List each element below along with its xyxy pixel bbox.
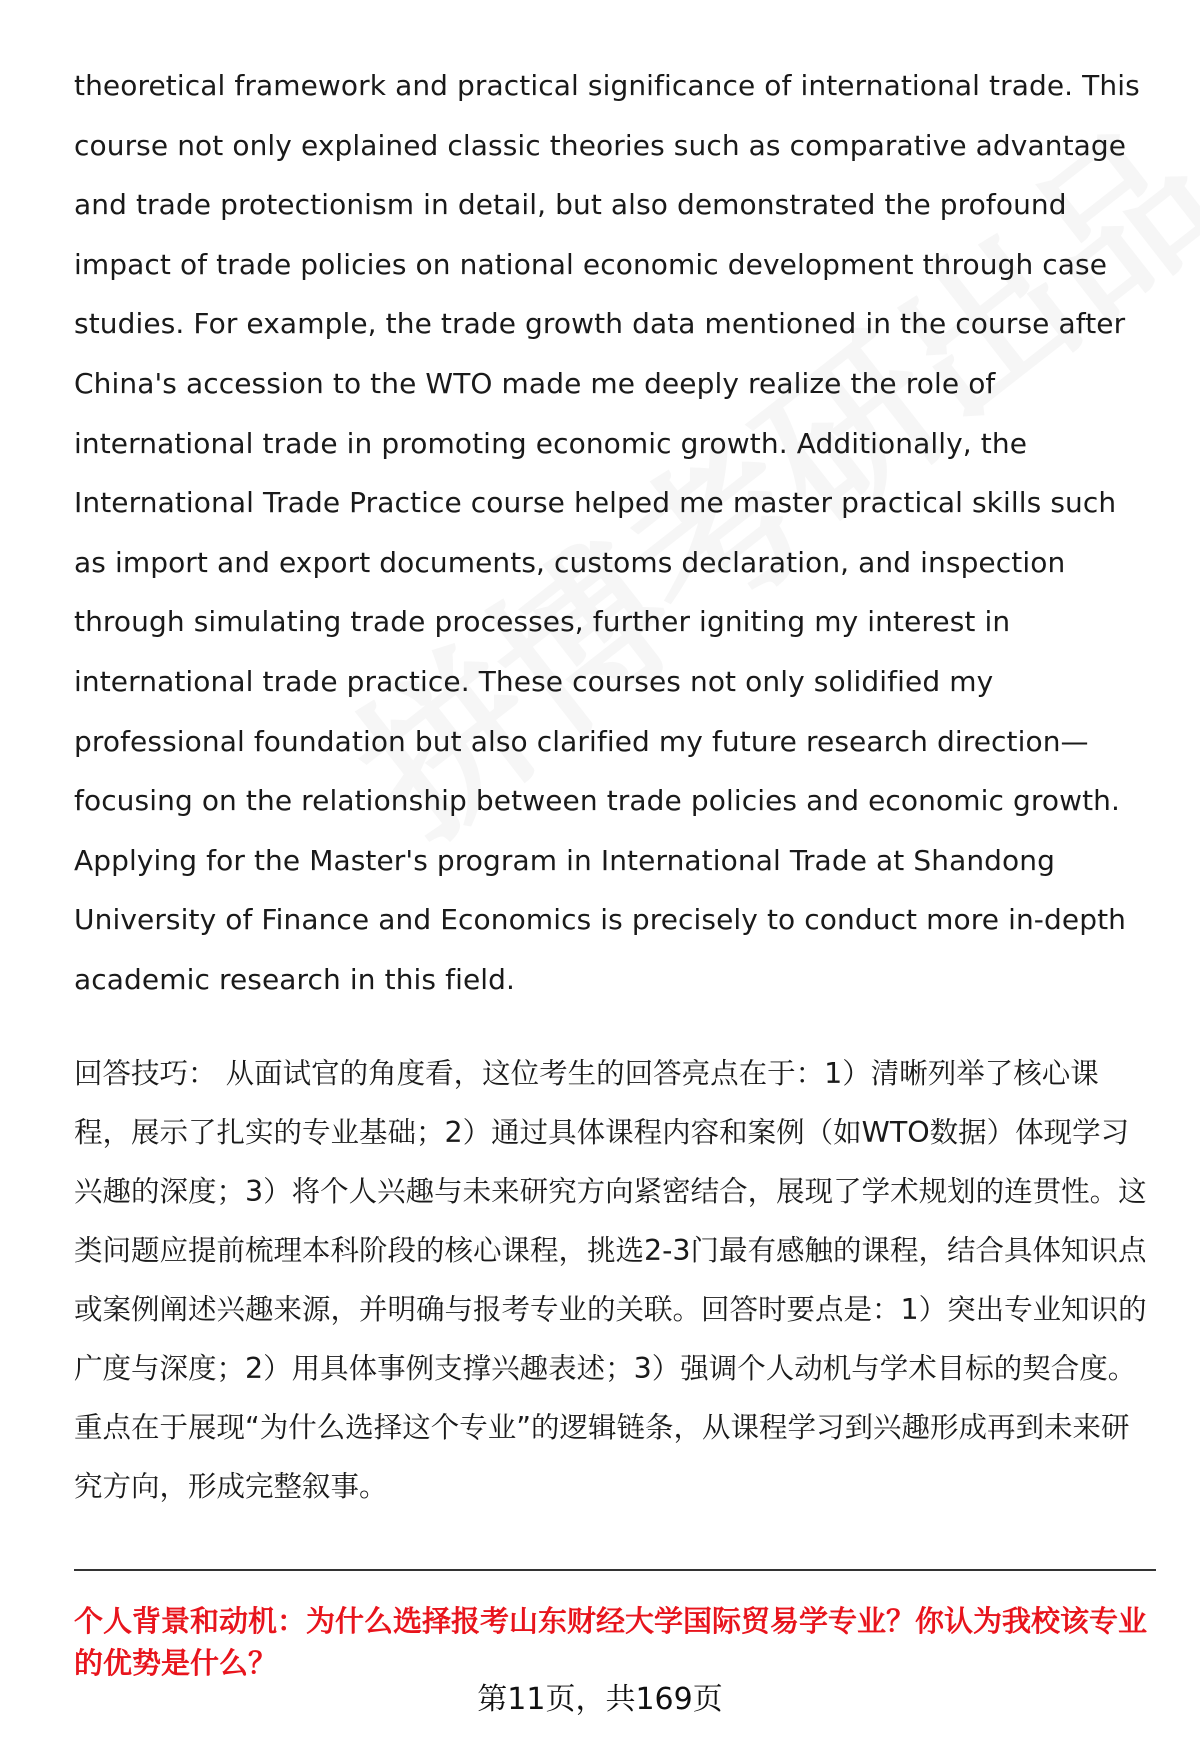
answer-paragraph: theoretical framework and practical significance of international trade. This course not only explained classic theories such as comparative advantage and trade protectionism in detail, but also demonstrated the profound impact of trade policies on national economic development through case studies. For example, the trade growth data mentioned in the course after China's accession to the WTO made me deeply realize the role of international trade in promoting economic growth. Additionally, the International Trade Practice course helped me master practical skills such as import and export documents, customs declaration, and inspection through simulating trade processes, further igniting my interest in international trade practice. These courses not only solidified my professional foundation but also clarified my future research direction—focusing on the relationship between trade policies and economic growth. Applying for the Master's program in International Trade at Shandong University of Finance and Economics is precisely to conduct more in-depth academic research in this field. [74, 69, 1140, 996]
tips-label: 回答技巧： [74, 1056, 217, 1090]
page-number-footer: 第11页，共169页 [477, 1682, 723, 1717]
tips-text: 从面试官的角度看，这位考生的回答亮点在于：1）清晰列举了核心课程，展示了扎实的专业基础；2）通过具体课程内容和案例（如WTO数据）体现学习兴趣的深度；3）将个人兴趣与未来研究方向紧密结合，展现了学术规划的连贯性。这类问题应提前梳理本科阶段的核心课程，挑选2-3门最有感触的课程，结合具体知识点或案例阐述兴趣来源，并明确与报考专业的关联。回答时要点是：1）突出专业知识的广度与深度；2）用具体事例支撑兴趣表述；3）强调个人动机与学术目标的契合度。重点在于展现“为什么选择这个专业”的逻辑链条，从课程学习到兴趣形成再到未来研究方向，形成完整叙事。 [74, 1056, 1147, 1503]
section-divider [74, 1569, 1156, 1571]
next-question-heading: 个人背景和动机：为什么选择报考山东财经大学国际贸易学专业？你认为我校该专业的优势是什么？ [74, 1604, 1148, 1680]
tips-paragraph [74, 1044, 1154, 1516]
page-content [74, 56, 1154, 1516]
